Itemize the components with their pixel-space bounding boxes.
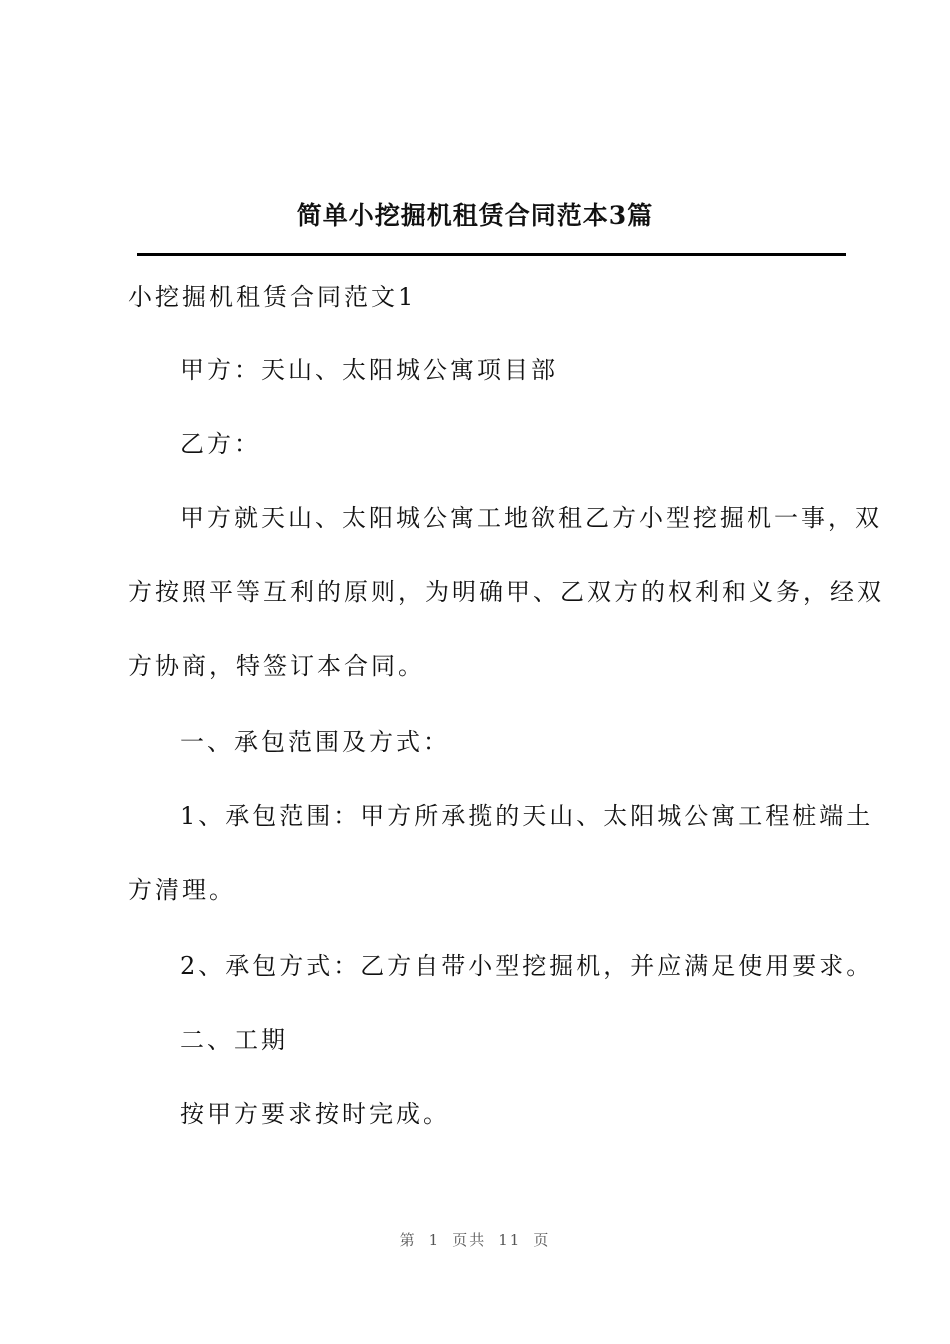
page-label: 第 — [399, 1231, 417, 1249]
clause-1-item-1: 1、承包范围：甲方所承揽的天山、太阳城公寓工程桩端土 — [180, 802, 874, 830]
clause-1-item-2: 2、承包方式：乙方自带小型挖掘机，并应满足使用要求。 — [180, 952, 874, 980]
page-suffix: 页 — [533, 1231, 551, 1249]
clause-1-item-1-continued: 方清理。 — [128, 876, 236, 904]
intro-paragraph-line: 方协商，特签订本合同。 — [128, 652, 425, 680]
intro-paragraph-line: 方按照平等互利的原则，为明确甲、乙双方的权利和义务，经双 — [128, 578, 884, 606]
page-of-label: 页共 — [452, 1231, 487, 1249]
section-heading: 小挖掘机租赁合同范文1 — [128, 283, 417, 311]
page-footer — [0, 1229, 950, 1250]
clause-2-heading: 二、工期 — [180, 1026, 288, 1054]
clause-1-heading: 一、承包范围及方式： — [180, 728, 450, 756]
document-title: 简单小挖掘机租赁合同范本3篇 — [296, 201, 654, 230]
party-b: 乙方： — [180, 430, 261, 458]
intro-paragraph-line: 甲方就天山、太阳城公寓工地欲租乙方小型挖掘机一事，双 — [180, 504, 882, 532]
page-number: 1 — [428, 1231, 441, 1249]
party-a: 甲方：天山、太阳城公寓项目部 — [180, 356, 558, 384]
clause-2-text: 按甲方要求按时完成。 — [180, 1100, 450, 1128]
title-divider — [137, 253, 846, 256]
total-pages: 11 — [498, 1231, 522, 1249]
